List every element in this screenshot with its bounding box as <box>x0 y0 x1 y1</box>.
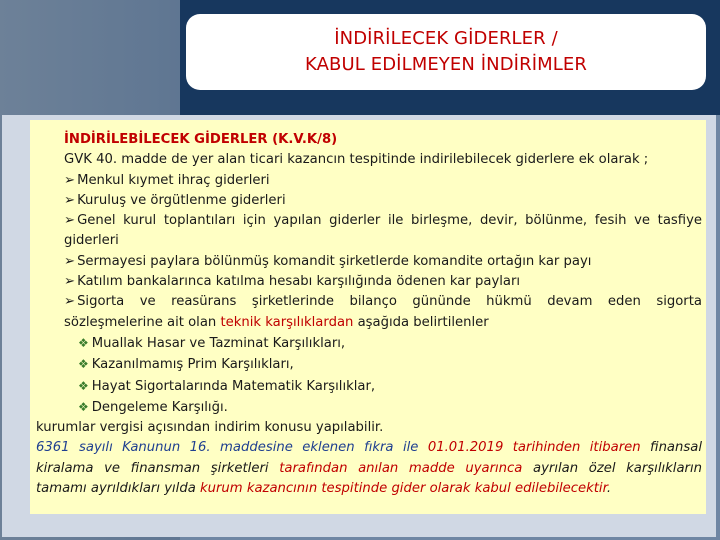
title-line-2: KABUL EDİLMEYEN İNDİRİMLER <box>305 54 587 75</box>
sub-item: ❖ Hayat Sigortalarında Matematik Karşılıklar, <box>78 378 376 394</box>
title-box <box>186 14 706 90</box>
note-line-2: kiralama ve finansman şirketleri tarafından anılan madde uyarınca ayrılan özel karşılıkların <box>36 460 702 476</box>
list-item: ➢ Menkul kıymet ihraç giderleri <box>64 172 270 188</box>
sub-item: ❖ Muallak Hasar ve Tazminat Karşılıkları, <box>78 335 346 351</box>
arrow-bullet-icon: ➢ <box>64 274 76 290</box>
arrow-bullet-icon: ➢ <box>64 172 76 188</box>
highlight-text: teknik karşılıklardan <box>220 314 354 330</box>
list-item: ➢ Kuruluş ve örgütlenme giderleri <box>64 192 286 208</box>
diamond-bullet-icon: ❖ <box>78 378 89 393</box>
arrow-bullet-icon: ➢ <box>64 192 76 208</box>
sub-item: ❖ Dengeleme Karşılığı. <box>78 399 228 415</box>
diamond-bullet-icon: ❖ <box>78 399 89 414</box>
list-item: ➢ Sigorta ve reasürans şirketlerinde bilanço gününde hükmü devam eden sigorta <box>64 294 702 310</box>
diamond-bullet-icon: ❖ <box>78 357 89 372</box>
arrow-bullet-icon: ➢ <box>64 213 76 229</box>
note-line-1: 6361 sayılı Kanunun 16. maddesine eklenen fıkra ile 01.01.2019 tarihinden itibaren finansal <box>36 440 702 456</box>
list-item: ➢ Sermayesi paylara bölünmüş komandit şirketlerde komandite ortağın kar payı <box>64 253 592 269</box>
section-heading: İNDİRİLEBİLECEK GİDERLER (K.V.K/8) <box>64 132 338 147</box>
list-item: ➢ Katılım bankalarınca katılma hesabı karşılığında ödenen kar payları <box>64 274 521 290</box>
note-line-3: tamamı ayrıldıkları yılda kurum kazancının tespitinde gider olarak kabul edilebilecektir. <box>36 481 612 497</box>
sub-item: ❖ Kazanılmamış Prim Karşılıkları, <box>78 357 294 373</box>
body-text <box>36 130 702 499</box>
list-item: ➢ Genel kurul toplantıları için yapılan giderler ile birleşme, devir, bölünme, fesih ve tasfiye <box>64 213 702 229</box>
arrow-bullet-icon: ➢ <box>64 253 76 269</box>
arrow-bullet-icon: ➢ <box>64 294 76 310</box>
title-line-1: İNDİRİLECEK GİDERLER / <box>334 28 558 49</box>
diamond-bullet-icon: ❖ <box>78 335 89 350</box>
list-item-continuation: giderleri <box>64 233 119 249</box>
closing-line: kurumlar vergisi açısından indirim konusu yapılabilir. <box>36 420 384 436</box>
intro-line: GVK 40. madde de yer alan ticari kazancın tespitinde indirilebilecek giderlere ek olarak ; <box>64 152 649 168</box>
list-item-continuation: sözleşmelerine ait olan teknik karşılıklardan aşağıda belirtilenler <box>64 314 489 330</box>
